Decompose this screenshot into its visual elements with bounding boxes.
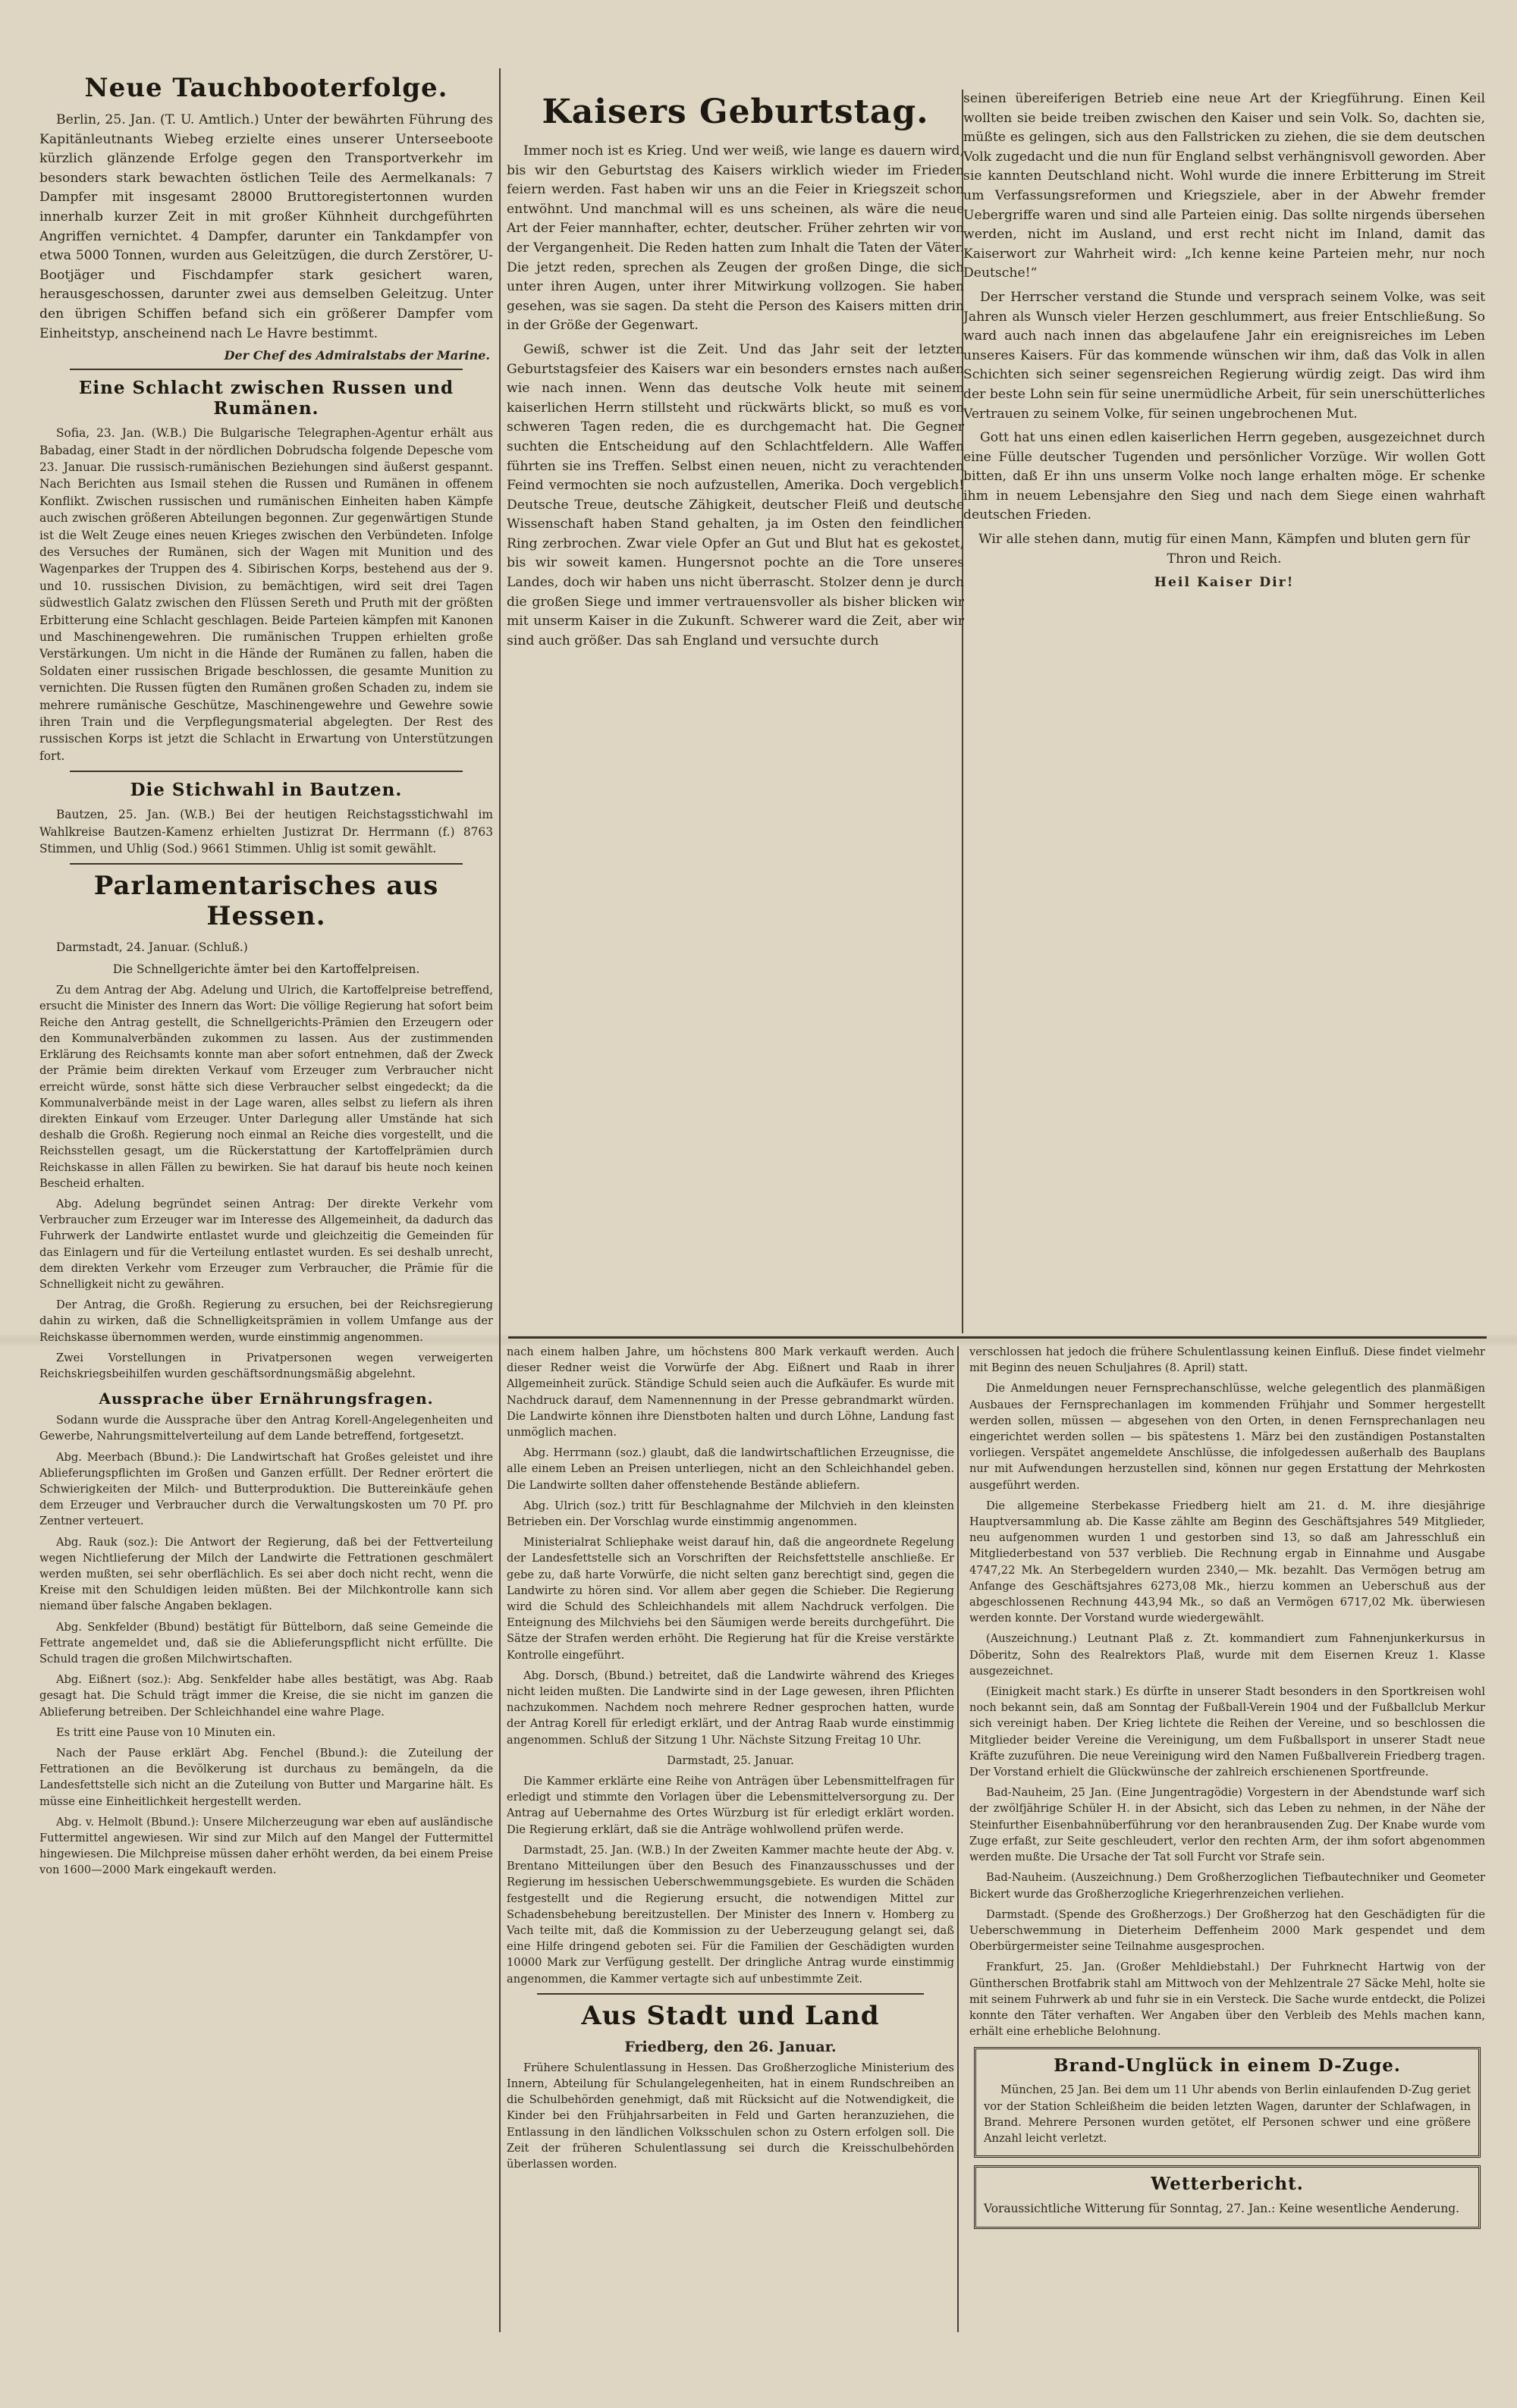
parlament-text-6: Abg. Meerbach (Bbund.): Die Landwirtschaft hat Großes geleistet und ihre Ablieferungspflichten im Großen und Ganzen erfüllt. Der Redner erörtert die Schwierigkeiten der Milch- und Butterproduktion. Die Buttereinkäufe gehen dem Erzeuger und Verbraucher durch die Verwaltungskosten um 70 Pf. pro Zentner verteuert. (39, 1450, 493, 1528)
wetter-text: Voraussichtliche Witterung für Sonntag, 27. Jan.: Keine wesentliche Aenderung. (984, 2202, 1459, 2216)
lower-text-8: Darmstadt, 25. Jan. (W.B.) In der Zweiten Kammer machte heute der Abg. v. Brentano Mitteilungen über den Besuch des Finanzausschusses und der Regierung im hessischen Ueberschwemmungsgebiete. Es wurden die Schäden festgestellt und die Regierung ersucht, die notwendigen Mittel zur Schadensbehebung bereitzustellen. Der Minister des Innern v. Homberg zu Vach teilte mit, daß die Kommission zu der Ueberzeugung gelangt sei, daß eine Hilfe dringend geboten sei. Für die Familien der Geschädigten wurden 10000 Mark zur Verfügung gestellt. Der dringliche Antrag wurde einstimmig angenommen, die Kammer vertagte sich auf unbestimmte Zeit. (507, 1843, 954, 1986)
column-3-upper (963, 89, 1485, 1342)
parlament-text-9: Abg. Eißnert (soz.): Abg. Senkfelder habe alles bestätigt, was Abg. Raab gesagt hat. Die Schuld trägt immer die Kreise, die sie nicht im ganzen die Ablieferung betreiben. Der Schleichhandel eine wahre Plage. (39, 1673, 493, 1719)
lower-text-5: Abg. Dorsch, (Bbund.) betreitet, daß die Landwirte während des Krieges nicht leiden mußten. Die Landwirte sind in der Lage gewesen, ihren Pflichten nachzukommen. Nachdem noch mehrere Redner gesprochen hatten, wurde der Antrag Korell für erledigt erklärt, und der Antrag Raab wurde einstimmig angenommen. Schluß der Sitzung 1 Uhr. Nächste Sitzung Freitag 10 Uhr. (507, 1669, 954, 1747)
lower-text-4: Ministerialrat Schliephake weist darauf hin, daß die angeordnete Regelung der Landesfettstelle sich an Vorschriften der Reichsfettstelle anschließe. Er gebe zu, daß harte Vorwürfe, die nicht selten ganz berechtigt sind, gegen die Landwirte zu hören sind. Vor allem aber gegen die Schieber. Die Regierung wird die Schuld des Schleichhandels mit allem Nachdruck verfolgen. Die Enteignung des Milchviehs bei den Säumigen werde bereits durchgeführt. Die Sätze der Strafen werden erhöht. Die Regierung hat für die Kreise verstärkte Kontrolle eingeführt. (507, 1536, 954, 1662)
lower-text-7: Die Kammer erklärte eine Reihe von Anträgen über Lebensmittelfragen für erledigt und stimmte den Vorlagen über die Lebensmittelversorgung zu. Der Antrag auf Uebernahme des Ortes Würzburg ist für erledigt erklärt worden. Die Regierung erklärt, daß sie die Anträge wohlwollend prüfen werde. (507, 1775, 954, 1836)
parlament-text-8: Abg. Senkfelder (Bbund) bestätigt für Büttelborn, daß seine Gemeinde die Fettrate angemeldet und, daß sie die Ablieferungspflicht nicht erfüllte. Die Schuld tragen die großen Milchwirtschaften. (39, 1620, 493, 1666)
parlament-text-3: Der Antrag, die Großh. Regierung zu ersuchen, bei der Reichsregierung dahin zu wirken, daß die Schnelligkeitsprämien in vollem Umfange aus der Reichskasse übernommen werden, wurde einstimmig angenommen. (39, 1298, 493, 1344)
admiralstab-signature: Der Chef des Admiralstabs der Marine. (224, 348, 490, 363)
parlament-text-11: Nach der Pause erklärt Abg. Fenchel (Bbund.): die Zuteilung der Fettrationen an die Bevölkerung ist durchaus zu bemängeln, da die Landesfettstelle sich nicht an die Zuteilung von Butter und Margarine hält. Es müsse eine Einheitlichkeit hergestellt werden. (39, 1747, 493, 1808)
parlament-text-1: Zu dem Antrag der Abg. Adelung und Ulrich, die Kartoffelpreise betreffend, ersucht die Minister des Innern das Wort: Die völlige Regierung hat sofort beim Reiche den Antrag gestellt, die Schnellgerichts-Prämien den Erzeugern oder den Kommunalverbänden zukommen zu lassen. Aus der zustimmenden Erklärung des Reichsamts konnte man aber sofort entnehmen, daß der Zweck der Prämie beim direkten Verkauf vom Erzeuger zum Verbraucher nicht erreicht würde, sonst hätte sich diese Verbraucher selbst eingedeckt; da die Kommunalverbände meist in der Lage waren, alles selbst zu liefern als ihren direkten Einkauf vom Erzeuger. Unter Darlegung aller Umstände hat sich deshalb die Großh. Regierung noch einmal an Reiche dies vorgestellt, und die Reichsstellen gesagt, um die Rückerstattung der Kartoffelprämien durch Reichskasse in allen Fällen zu bewirken. Sie hat darauf bis heute noch keinen Bescheid erhalten. (39, 984, 493, 1190)
article-stichwahl-text: Bautzen, 25. Jan. (W.B.) Bei der heutigen Reichstagsstichwahl im Wahlkreise Bautzen-Kamenz erhielten Justizrat Dr. Herrmann (f.) 8763 Stimmen, und Uhlig (Sod.) 9661 Stimmen. Uhlig ist somit gewählt. (39, 808, 493, 856)
headline-wetterbericht: Wetterbericht. (1151, 2174, 1304, 2195)
lower-text-2: Abg. Herrmann (soz.) glaubt, daß die landwirtschaftlichen Erzeugnisse, die alle einem Leben an Preisen unterliegen, nicht an den Schleichhandel geben. Die Landwirte sollten daher offenstehende Bestände abliefern. (507, 1446, 954, 1492)
local-text-2: Die Anmeldungen neuer Fernsprechanschlüsse, welche gelegentlich des planmäßigen Ausbaues der Fernsprechanlagen im kommenden Frühjahr und Sommer hergestellt werden sollen, müssen — abgesehen von den Orten, in denen Fernsprechanlagen neu eingerichtet werden sollen — bis spätestens 1. März bei den zuständigen Postanstalten vorliegen. Verspätet angemeldete Anschlüsse, die infolgedessen außerhalb des Bauplans nur mit Aufwendungen herzustellen sind, können nur gegen Erstattung der Mehrkosten ausgeführt werden. (969, 1382, 1485, 1492)
kaiser-text-5: Gott hat uns einen edlen kaiserlichen Herrn gegeben, ausgezeichnet durch eine Fülle deutscher Tugenden und persönlicher Vorzüge. Wir wollen Gott bitten, daß Er ihn uns unserm Volke noch lange erhalten möge. Er schenke ihm in neuem Lebensjahre den Sieg und nach dem Siege einen wahrhaft deutschen Frieden. (963, 430, 1485, 523)
friedberg-dateline: Friedberg, den 26. Januar. (624, 2038, 837, 2055)
kaiser-text-2: Gewiß, schwer ist die Zeit. Und das Jahr seit der letzten Geburtstagsfeier des Kaisers war ein besonders ernstes nach außen wie nach innen. Wenn das deutsche Volk heute mit seinem kaiserlichen Herrn stillsteht und rückwärts blickt, so muß es von schweren Tagen reden, die es durchgemacht hat. Die Gegner suchten die Entscheidung auf den Schlachtfeldern. Alle Waffen führten sie ins Treffen. Selbst einen neuen, nicht zu verachtenden Feind vermochten sie noch aufzustellen, Amerika. Doch vergeblich! Deutsche Treue, deutsche Zähigkeit, deutscher Fleiß und deutsche Wissenschaft haben Stand gehalten, ja im Osten den feindlichen Ring zerbrochen. Zwar viele Opfer an Gut und Blut hat es gekostet, bis wir soweit kamen. Hungersnot pochte an die Tore unseres Landes, doch wir haben uns nicht überrascht. Stolzer denn je durch die großen Siege und immer vertrauensvoller als bisher blicken wir mit unserm Kaiser in die Zukunft. Schwerer ward die Zeit, aber wir sind auch größer. Das sah England und versuchte durch (507, 341, 964, 648)
parlament-subhead: Die Schnellgerichte ämter bei den Kartoffelpreisen. (112, 962, 420, 976)
local-text-1: verschlossen hat jedoch die frühere Schulentlassung keinen Einfluß. Diese findet vielmehr mit Beginn des neuen Schuljahres (8. April) statt. (969, 1345, 1485, 1375)
headline-tauchboot: Neue Tauchbooterfolge. (84, 73, 448, 103)
kaiser-text-4: Der Herrscher verstand die Stunde und versprach seinem Volke, was seit Jahren als Wunsch vieler Herzen geschlummert, aus freier Entschließung. So ward auch nach innen das abgelaufene Jahr ein ereignisreiches im Leben unseres Kaisers. Für das kommende wünschen wir ihm, daß das Volk in allen Schichten sich seiner segensreichen Regierung würdig zeigt. Das wird ihm der beste Lohn sein für seine unermüdliche Arbeit, für sein unerschütterliches Vertrauen zu seinem Volke, für seinen ungebrochenen Mut. (963, 289, 1485, 422)
parlament-text-10: Es tritt eine Pause von 10 Minuten ein. (56, 1725, 276, 1739)
wetterbericht-box (974, 2165, 1481, 2228)
local-text-3: Die allgemeine Sterbekasse Friedberg hielt am 21. d. M. ihre diesjährige Hauptversammlung ab. Die Kasse zählte am Beginn des Geschäftsjahres 549 Mitglieder, neu aufgenommen wurden 1 und gestorben sind 13, so daß am Jahresschluß ein Mitgliederbestand von 537 verblieb. Die Rechnung ergab in Einnahme und Ausgabe 4747,22 Mk. An Sterbegeldern wurden 2340,— Mk. bezahlt. Das Vermögen betrug am Anfange des Geschäftsjahres 6273,08 Mk., hierzu kommen an Ueberschuß aus der abgeschlossenen Rechnung 443,94 Mk., so daß an Vermögen 6717,02 Mk. überwiesen werden konnte. Der Vorstand wurde wiedergewählt. (969, 1499, 1485, 1625)
separator (537, 1993, 924, 1995)
local-text-7: Bad-Nauheim. (Auszeichnung.) Dem Großherzoglichen Tiefbautechniker und Geometer Bickert wurde das Großherzogliche Kriegerhrenzeichen verliehen. (969, 1871, 1485, 1901)
parlament-dateline: Darmstadt, 24. Januar. (Schluß.) (56, 940, 248, 955)
headline-brand-unglueck: Brand-Unglück in einem D-Zuge. (1054, 2055, 1401, 2077)
kaiser-text-1: Immer noch ist es Krieg. Und wer weiß, wie lange es dauern wird, bis wir den Geburtstag des Kaisers wirklich wieder im Frieden feiern werden. Fast haben wir uns an die Feier in Kriegszeit schon entwöhnt. Und manchmal will es uns scheinen, als wäre die neue Art der Feier mannhafter, echter, deutscher. Früher zehrten wir von der Vergangenheit. Die Reden hatten zum Inhalt die Taten der Väter. Die jetzt reden, sprechen als Zeugen der großen Dinge, die sich unter ihren Augen, unter ihrer Mitwirkung vollzogen. Sie haben gesehen, was sie sagen. Da steht die Person des Kaisers mitten drin in der Größe der Gegenwart. (507, 143, 964, 334)
kaiser-text-3: seinen übereiferigen Betrieb eine neue Art der Kriegführung. Einen Keil wollten sie beide treiben zwischen den Kaiser und sein Volk. So, dachten sie, müßte es gelingen, sich aus den Fallstricken zu ziehen, die sie dem deutschen Volk zugedacht und die nun für England selbst verhängnisvoll geworden. Aber sie kannten Deutschland nicht. Wohl wurde die innere Erbitterung im Streit um Verfassungsreformen und Kriegsziele, aber in der Abwehr fremder Uebergriffe waren und sind alle Parteien einig. Das sollte nirgends übersehen werden, nicht im Ausland, und erst recht nicht im Inland, damit das Kaiserwort zur Wahrheit wird: „Ich kenne keine Parteien mehr, nur noch Deutsche!“ (963, 91, 1485, 281)
local-text-5: (Einigkeit macht stark.) Es dürfte in unserer Stadt besonders in den Sportkreisen wohl noch bekannt sein, daß am Sonntag der Fußball-Verein 1904 und der Fußballclub Merkur sich vereinigt haben. Der Krieg lichtete die Reihen der Vereine, und so beschlossen die Mitglieder beider Vereine die Vereinigung, um dem Fußballsport in unserer Stadt neue Kräfte zuzuführen. Die neue Vereinigung wird den Namen Fußballverein Friedberg tragen. Der Vorstand erhielt die Glückwünsche der zahlreich erschienenen Sportfreunde. (969, 1685, 1485, 1779)
brand-text: München, 25 Jan. Bei dem um 11 Uhr abends von Berlin einlaufenden D-Zug geriet vor der Station Schleißheim die beiden letzten Wagen, darunter der Schlafwagen, in Brand. Mehrere Personen wurden getötet, elf Personen schwer und eine größere Anzahl leicht verletzt. (984, 2083, 1471, 2145)
separator (70, 771, 463, 772)
headline-kaisers-geburtstag: Kaisers Geburtstag. (542, 93, 929, 131)
headline-stichwahl: Die Stichwahl in Bautzen. (130, 780, 403, 801)
headline-parlamentarisches: Parlamentarisches aus Hessen. (93, 871, 439, 932)
parlament-text-4: Zwei Vorstellungen in Privatpersonen wegen verweigerten Reichskriegsbeihilfen wurden geschäftsordnungsmäßig abgelehnt. (39, 1351, 493, 1380)
parlament-text-7: Abg. Rauk (soz.): Die Antwort der Regierung, daß bei der Fettverteilung wegen Nichtlieferung der Milch der Landwirte die Fettrationen geschmälert werden mußten, sei sehr oberflächlich. Es sei aber doch nicht recht, wenn die Kreise mit den Schuldigen leiden müßten. Bei der Milchkontrolle kann sich niemand über falsche Angaben beklagen. (39, 1535, 493, 1613)
lower-dateline: Darmstadt, 25. Januar. (667, 1753, 794, 1767)
brand-unglueck-box (974, 2047, 1481, 2158)
subhead-ernaehrung: Aussprache über Ernährungsfragen. (99, 1389, 434, 1408)
local-text-8: Darmstadt. (Spende des Großherzogs.) Der Großherzog hat den Geschädigten für die Ueberschwemmung in Dieterheim Deffenheim 2000 Mark gespendet und dem Oberbürgermeister seine Teilnahme ausgesprochen. (969, 1907, 1485, 1954)
article-tauchboot-text: Berlin, 25. Jan. (T. U. Amtlich.) Unter der bewährten Führung des Kapitänleutnants Wiebeg erzielte eines unserer Unterseeboote kürzlich glänzende Erfolge gegen den Transportverkehr im besonders stark bewachten östlichen Teile des Aermelkanals: 7 Dampfer mit insgesamt 28000 Bruttoregistertonnen wurden innerhalb kurzer Zeit in mit großer Kühnheit durchgeführten Angriffen vernichtet. 4 Dampfer, darunter ein Tankdampfer von etwa 5000 Tonnen, wurden aus Geleitzügen, die durch Zerstörer, U-Bootjäger und Fischdampfer stark gesichert waren, herausgeschossen, darunter zwei aus demselben Geleitzug. Unter den übrigen Schiffen befand sich ein größerer Dampfer vom Einheitstyp, anscheinend nach Le Havre bestimmt. (39, 112, 493, 341)
column-2-lower (507, 1344, 954, 2330)
headline-aus-stadt-und-land: Aus Stadt und Land (581, 2000, 880, 2031)
separator (70, 369, 463, 370)
local-text-4: (Auszeichnung.) Leutnant Plaß z. Zt. kommandiert zum Fahnenjunkerkursus in Döberitz, Sohn des Realrektors Plaß, wurde mit dem Eisernen Kreuz 1. Klasse ausgezeichnet. (969, 1632, 1485, 1678)
local-text-9: Frankfurt, 25. Jan. (Großer Mehldiebstahl.) Der Fuhrknecht Hartwig von der Güntherschen Brotfabrik stahl am Mittwoch von der Mehlzentrale 27 Säcke Mehl, holte sie mit seinem Fuhrwerk ab und fuhr sie in ein Versteck. Die Sache wurde entdeckt, die Polizei konnte den Täter verhaften. Wer Angaben über den Verbleib des Mehls machen kann, erhält eine erhebliche Belohnung. (969, 1961, 1485, 2039)
parlament-text-12: Abg. v. Helmolt (Bbund.): Unsere Milcherzeugung war eben auf ausländische Futtermittel angewiesen. Wir sind zur Milch auf den Mangel der Futtermittel hingewiesen. Die Milchpreise müssen daher erhöht werden, da bei einem Preise von 1600—2000 Mark eingekauft werden. (39, 1815, 493, 1877)
lower-text-10: Frühere Schulentlassung in Hessen. Das Großherzogliche Ministerium des Innern, Abteilung für Schulangelegenheiten, hat in einem Rundschreiben an die Schulbehörden genehmigt, daß mit Rücksicht auf die Notwendigkeit, die Kinder bei den Frühjahrsarbeiten in Feld und Garten heranzuziehen, die Entlassung in den ländlichen Volksschulen schon zu Ostern erfolgen soll. Die Zeit der früheren Schulentlassung sei durch die Kreisschulbehörden überlassen worden. (507, 2061, 954, 2171)
headline-schlacht: Eine Schlacht zwischen Russen und Rumänen. (78, 378, 454, 419)
article-schlacht-text: Sofia, 23. Jan. (W.B.) Die Bulgarische Telegraphen-Agentur erhält aus Babadag, einer Stadt in der nördlichen Dobrudscha folgende Depesche vom 23. Januar. Die russisch-rumänischen Beziehungen sind äußerst gespannt. Nach Berichten aus Ismail stehen die Russen und Rumänen in offenem Konflikt. Zwischen russischen und rumänischen Einheiten haben Kämpfe auch zwischen größeren Abteilungen begonnen. Zur gegenwärtigen Stunde ist die Welt Zeuge eines neuen Krieges zwischen den Verbündeten. Infolge des Versuches der Rumänen, sich der Wagen mit Munition und des Wagenparkes der Truppen des 4. Sibirischen Korps, bestehend aus der 9. und 10. russischen Division, zu bemächtigen, wird seit drei Tagen südwestlich Galatz zwischen den Flüssen Sereth und Pruth mit der größten Erbitterung eine Schlacht geschlagen. Beide Parteien kämpfen mit Kanonen und Maschinengewehren. Die rumänischen Truppen erhielten große Verstärkungen. Um nicht in die Hände der Rumänen zu fallen, haben die Soldaten einer russischen Brigade beschlossen, die gesamte Munition zu vernichten. Die Russen fügten den Rumänen großen Schaden zu, indem sie mehrere rumänische Geschütze, Maschinengewehre und Gewehre sowie ihren Train und die Verpflegungsmaterial abgelegten. Der Rest des russischen Korps ist jetzt die Schlacht in Erwartung von Unterstützungen fort. (39, 426, 493, 763)
column-rule-left (499, 68, 501, 2332)
column-3-lower (969, 1344, 1485, 2330)
parlament-text-2: Abg. Adelung begründet seinen Antrag: Der direkte Verkehr vom Verbraucher zum Erzeuger war im Interesse des Allgemeinheit, da dadurch das Fuhrwerk der Landwirte entlastet wurde und gleichzeitig die Gemeinden für das Einlagern und für die Verteilung entlastet wurden. Es sei deshalb unrecht, dem direkten Verkehr vom Erzeuger zum Verbraucher, die Prämie für die Schnelligkeit nicht zu gewähren. (39, 1197, 493, 1291)
lower-text-3: Abg. Ulrich (soz.) tritt für Beschlagnahme der Milchvieh in den kleinsten Betrieben ein. Der Vorschlag wurde einstimmig angenommen. (507, 1499, 954, 1529)
separator (70, 863, 463, 865)
lower-text-1: nach einem halben Jahre, um höchstens 800 Mark verkauft werden. Auch dieser Redner weist die Vorwürfe der Abg. Eißnert und Raab in ihrer Allgemeinheit zurück. Ständige Schuld seien auch die Aufkäufer. Es wurde mit Nachdruck darauf, dem Namennennung in der Presse gebrandmarkt würden. Die Landwirte können ihre Dienstboten halten und durch Löhne, Landung fast unmöglich machen. (507, 1345, 954, 1439)
local-text-6: Bad-Nauheim, 25 Jan. (Eine Jungentragödie) Vorgestern in der Abendstunde warf sich der zwölfjährige Schüler H. in der Absicht, sich das Leben zu nehmen, in der Nähe der Steinfurther Eisenbahnüberführung vor den heranbrausenden Zug. Der Knabe wurde vom Zuge erfaßt, zur Seite geschleudert, verlor den rechten Arm, der ihm sofort abgenommen werden mußte. Die Ursache der Tat soll Furcht vor Strafe sein. (969, 1786, 1485, 1864)
kaiser-text-6: Wir alle stehen dann, mutig für einen Mann, Kämpfen und bluten gern für Thron und Reich. (978, 532, 1470, 567)
kaiser-closing: Heil Kaiser Dir! (1154, 575, 1295, 591)
parlament-text-5: Sodann wurde die Aussprache über den Antrag Korell-Angelegenheiten und Gewerbe, Nahrungsmittelverteilung auf dem Lande betreffend, fortgesetzt. (39, 1414, 493, 1443)
column-1 (39, 67, 493, 2327)
column-2-upper (507, 89, 964, 1342)
column-rule-lower-right (957, 1346, 959, 2332)
